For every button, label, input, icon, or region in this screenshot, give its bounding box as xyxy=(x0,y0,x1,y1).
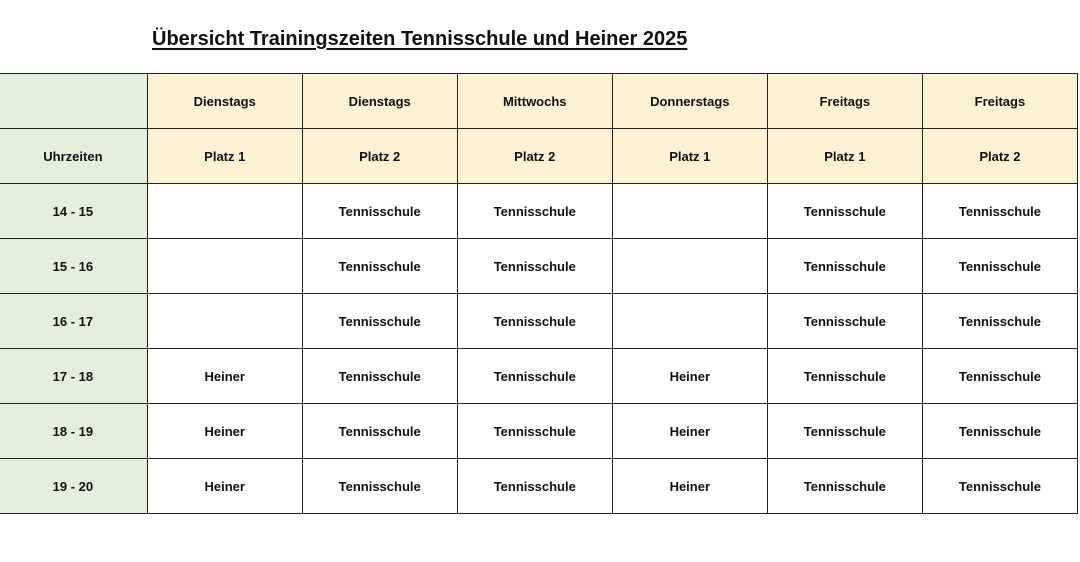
table-row xyxy=(0,294,1078,349)
schedule-cell: Tennisschule xyxy=(767,404,922,459)
schedule-cell: Tennisschule xyxy=(302,294,457,349)
schedule-cell: Tennisschule xyxy=(767,184,922,239)
schedule-cell: Heiner xyxy=(612,404,767,459)
time-slot: 17 - 18 xyxy=(0,349,147,404)
corner-cell xyxy=(0,74,147,129)
schedule-cell xyxy=(147,294,302,349)
day-header: Dienstags xyxy=(147,74,302,129)
time-column-header: Uhrzeiten xyxy=(0,129,147,184)
schedule-cell xyxy=(147,184,302,239)
schedule-cell: Tennisschule xyxy=(302,404,457,459)
table-row xyxy=(0,349,1078,404)
table-row xyxy=(0,239,1078,294)
schedule-cell: Tennisschule xyxy=(457,349,612,404)
time-slot: 16 - 17 xyxy=(0,294,147,349)
schedule-cell: Tennisschule xyxy=(767,459,922,514)
schedule-cell: Tennisschule xyxy=(457,239,612,294)
schedule-cell: Tennisschule xyxy=(767,239,922,294)
page-title: Übersicht Trainingszeiten Tennisschule und Heiner 2025 xyxy=(152,28,688,50)
schedule-cell xyxy=(612,239,767,294)
day-header: Donnerstags xyxy=(612,74,767,129)
court-header: Platz 1 xyxy=(147,129,302,184)
schedule-cell: Tennisschule xyxy=(302,349,457,404)
day-header: Mittwochs xyxy=(457,74,612,129)
day-header: Freitags xyxy=(767,74,922,129)
schedule-cell: Tennisschule xyxy=(457,459,612,514)
schedule-cell: Tennisschule xyxy=(767,349,922,404)
schedule-cell xyxy=(612,184,767,239)
schedule-table xyxy=(0,73,1078,514)
court-header: Platz 2 xyxy=(922,129,1077,184)
schedule-cell: Heiner xyxy=(612,349,767,404)
schedule-cell: Tennisschule xyxy=(922,294,1077,349)
table-row xyxy=(0,184,1078,239)
schedule-cell: Tennisschule xyxy=(767,294,922,349)
court-header: Platz 2 xyxy=(457,129,612,184)
schedule-cell: Tennisschule xyxy=(922,459,1077,514)
time-slot: 18 - 19 xyxy=(0,404,147,459)
schedule-cell: Heiner xyxy=(612,459,767,514)
court-header: Platz 1 xyxy=(767,129,922,184)
schedule-cell: Heiner xyxy=(147,459,302,514)
schedule-cell: Tennisschule xyxy=(302,239,457,294)
time-slot: 14 - 15 xyxy=(0,184,147,239)
table-row xyxy=(0,459,1078,514)
schedule-cell xyxy=(612,294,767,349)
court-header: Platz 1 xyxy=(612,129,767,184)
day-header: Dienstags xyxy=(302,74,457,129)
header-row-days xyxy=(0,74,1078,129)
schedule-cell: Tennisschule xyxy=(457,404,612,459)
schedule-cell: Tennisschule xyxy=(457,294,612,349)
schedule-cell: Tennisschule xyxy=(302,459,457,514)
time-slot: 19 - 20 xyxy=(0,459,147,514)
schedule-cell: Tennisschule xyxy=(457,184,612,239)
schedule-cell: Tennisschule xyxy=(922,404,1077,459)
schedule-cell xyxy=(147,239,302,294)
schedule-cell: Tennisschule xyxy=(922,239,1077,294)
header-row-courts xyxy=(0,129,1078,184)
schedule-cell: Heiner xyxy=(147,349,302,404)
day-header: Freitags xyxy=(922,74,1077,129)
court-header: Platz 2 xyxy=(302,129,457,184)
table-row xyxy=(0,404,1078,459)
schedule-cell: Tennisschule xyxy=(922,349,1077,404)
schedule-cell: Tennisschule xyxy=(922,184,1077,239)
time-slot: 15 - 16 xyxy=(0,239,147,294)
schedule-cell: Heiner xyxy=(147,404,302,459)
schedule-cell: Tennisschule xyxy=(302,184,457,239)
